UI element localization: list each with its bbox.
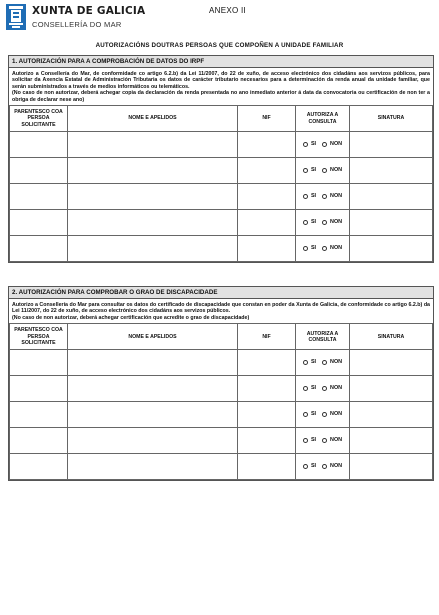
no-label: NON xyxy=(330,245,343,252)
no-radio[interactable] xyxy=(322,412,327,417)
section-disability-paragraph: Autorizo a Consellería do Mar para consultar os datos do certificado de discapacidade que constan en poder da Xunta de Galicia, de conformidade co artigo 6.2.b) da Lei 11/2007, do 22 de xuño, de acceso electrónico dos cidadáns aos servizos públicos. xyxy=(12,302,430,315)
table-row xyxy=(10,236,433,262)
yes-label: SI xyxy=(310,359,317,366)
no-radio[interactable] xyxy=(322,386,327,391)
table-row xyxy=(10,184,433,210)
no-label: NON xyxy=(330,385,343,392)
col-authorize: AUTORIZA A CONSULTA xyxy=(296,324,350,350)
yes-radio[interactable] xyxy=(303,194,308,199)
signature-field[interactable] xyxy=(350,402,433,428)
relationship-field[interactable] xyxy=(10,350,68,376)
no-label: NON xyxy=(330,193,343,200)
authorize-options xyxy=(296,454,350,480)
col-relationship: PARENTESCO COA PERSOA SOLICITANTE xyxy=(10,106,68,132)
signature-field[interactable] xyxy=(350,236,433,262)
authorize-options xyxy=(296,158,350,184)
nif-field[interactable] xyxy=(238,184,296,210)
logo-title: XUNTA DE GALICIA xyxy=(32,5,146,17)
signature-field[interactable] xyxy=(350,132,433,158)
authorization-table-irpf xyxy=(9,105,433,262)
nif-field[interactable] xyxy=(238,428,296,454)
yes-radio[interactable] xyxy=(303,360,308,365)
relationship-field[interactable] xyxy=(10,376,68,402)
name-field[interactable] xyxy=(68,236,238,262)
nif-field[interactable] xyxy=(238,236,296,262)
yes-radio[interactable] xyxy=(303,412,308,417)
nif-field[interactable] xyxy=(238,158,296,184)
signature-field[interactable] xyxy=(350,158,433,184)
relationship-field[interactable] xyxy=(10,158,68,184)
no-label: NON xyxy=(330,167,343,174)
no-label: NON xyxy=(330,411,343,418)
relationship-field[interactable] xyxy=(10,210,68,236)
yes-label: SI xyxy=(310,141,317,148)
name-field[interactable] xyxy=(68,454,238,480)
col-name: NOME E APELIDOS xyxy=(68,106,238,132)
section-disability-note: (No caso de non autorizar, deberá achegar certificación que acredite o grao de discapacidade) xyxy=(12,314,250,321)
table-row xyxy=(10,376,433,402)
nif-field[interactable] xyxy=(238,210,296,236)
name-field[interactable] xyxy=(68,158,238,184)
relationship-field[interactable] xyxy=(10,428,68,454)
section-disability-text xyxy=(9,299,433,323)
name-field[interactable] xyxy=(68,402,238,428)
authorize-options xyxy=(296,132,350,158)
signature-field[interactable] xyxy=(350,184,433,210)
name-field[interactable] xyxy=(68,376,238,402)
table-header-row xyxy=(10,106,433,132)
authorize-options xyxy=(296,402,350,428)
table-header-row xyxy=(10,324,433,350)
no-label: NON xyxy=(330,141,343,148)
relationship-field[interactable] xyxy=(10,402,68,428)
authorize-options xyxy=(296,376,350,402)
relationship-field[interactable] xyxy=(10,454,68,480)
authorize-options xyxy=(296,236,350,262)
yes-radio[interactable] xyxy=(303,386,308,391)
signature-field[interactable] xyxy=(350,376,433,402)
table-row xyxy=(10,350,433,376)
relationship-field[interactable] xyxy=(10,236,68,262)
yes-label: SI xyxy=(310,411,317,418)
signature-field[interactable] xyxy=(350,350,433,376)
no-radio[interactable] xyxy=(322,360,327,365)
yes-radio[interactable] xyxy=(303,220,308,225)
yes-radio[interactable] xyxy=(303,438,308,443)
col-signature: SINATURA xyxy=(350,106,433,132)
authorize-options xyxy=(296,350,350,376)
col-nif: NIF xyxy=(238,106,296,132)
signature-field[interactable] xyxy=(350,210,433,236)
no-radio[interactable] xyxy=(322,246,327,251)
table-row xyxy=(10,210,433,236)
header xyxy=(6,4,436,34)
name-field[interactable] xyxy=(68,184,238,210)
col-nif: NIF xyxy=(238,324,296,350)
yes-label: SI xyxy=(310,245,317,252)
table-row xyxy=(10,132,433,158)
no-radio[interactable] xyxy=(322,168,327,173)
section-disability xyxy=(8,286,434,481)
no-radio[interactable] xyxy=(322,438,327,443)
nif-field[interactable] xyxy=(238,376,296,402)
yes-label: SI xyxy=(310,219,317,226)
section-irpf-paragraph: Autorizo a Consellería do Mar, de conformidade co artigo 6.2.b) da Lei 11/2007, do 22 de xuño, de acceso electrónico dos cidadáns aos servizos públicos, para solicitar da Axencia Estatal de Administración Tributaria os datos de carácter tributario necesarios para a determinación da renda anual da unidade familiar, que serán subministrados a través de medios informáticos ou telemáticos. xyxy=(12,71,430,90)
relationship-field[interactable] xyxy=(10,132,68,158)
yes-radio[interactable] xyxy=(303,246,308,251)
section-disability-heading: 2. AUTORIZACIÓN PARA COMPROBAR O GRAO DE DISCAPACIDADE xyxy=(9,287,433,299)
table-row xyxy=(10,454,433,480)
name-field[interactable] xyxy=(68,428,238,454)
yes-radio[interactable] xyxy=(303,142,308,147)
section-irpf-note: (No caso de non autorizar, deberá achegar copia da declaración da renda presentada no ano inmediato anterior á data da convocatoria ou certificación de non ter a obriga de declarar nese ano) xyxy=(12,90,430,103)
section-irpf xyxy=(8,55,434,263)
table-row xyxy=(10,402,433,428)
authorization-table-disability xyxy=(9,323,433,480)
yes-radio[interactable] xyxy=(303,168,308,173)
signature-field[interactable] xyxy=(350,428,433,454)
annex-label: ANEXO II xyxy=(209,6,247,15)
no-label: NON xyxy=(330,219,343,226)
no-label: NON xyxy=(330,359,343,366)
yes-radio[interactable] xyxy=(303,464,308,469)
yes-label: SI xyxy=(310,193,317,200)
yes-label: SI xyxy=(310,385,317,392)
authorize-options xyxy=(296,184,350,210)
yes-label: SI xyxy=(310,167,317,174)
nif-field[interactable] xyxy=(238,402,296,428)
section-irpf-heading: 1. AUTORIZACIÓN PARA A COMPROBACIÓN DE DATOS DO IRPF xyxy=(9,56,433,68)
xunta-emblem-icon xyxy=(6,4,26,30)
authorize-options xyxy=(296,428,350,454)
signature-field[interactable] xyxy=(350,454,433,480)
page-title: AUTORIZACIÓNS DOUTRAS PERSOAS QUE COMPOÑEN A UNIDADE FAMILIAR xyxy=(95,42,344,49)
nif-field[interactable] xyxy=(238,350,296,376)
name-field[interactable] xyxy=(68,210,238,236)
table-row xyxy=(10,428,433,454)
no-label: NON xyxy=(330,437,343,444)
nif-field[interactable] xyxy=(238,454,296,480)
no-radio[interactable] xyxy=(322,142,327,147)
col-name: NOME E APELIDOS xyxy=(68,324,238,350)
col-signature: SINATURA xyxy=(350,324,433,350)
relationship-field[interactable] xyxy=(10,184,68,210)
name-field[interactable] xyxy=(68,350,238,376)
no-radio[interactable] xyxy=(322,194,327,199)
logo-subtitle: CONSELLERÍA DO MAR xyxy=(32,20,122,29)
yes-label: SI xyxy=(310,437,317,444)
authorize-options xyxy=(296,210,350,236)
table-row xyxy=(10,158,433,184)
nif-field[interactable] xyxy=(238,132,296,158)
no-radio[interactable] xyxy=(322,220,327,225)
no-radio[interactable] xyxy=(322,464,327,469)
yes-label: SI xyxy=(310,463,317,470)
name-field[interactable] xyxy=(68,132,238,158)
no-label: NON xyxy=(330,463,343,470)
col-authorize: AUTORIZA A CONSULTA xyxy=(296,106,350,132)
section-irpf-text xyxy=(9,68,433,105)
col-relationship: PARENTESCO COA PERSOA SOLICITANTE xyxy=(10,324,68,350)
